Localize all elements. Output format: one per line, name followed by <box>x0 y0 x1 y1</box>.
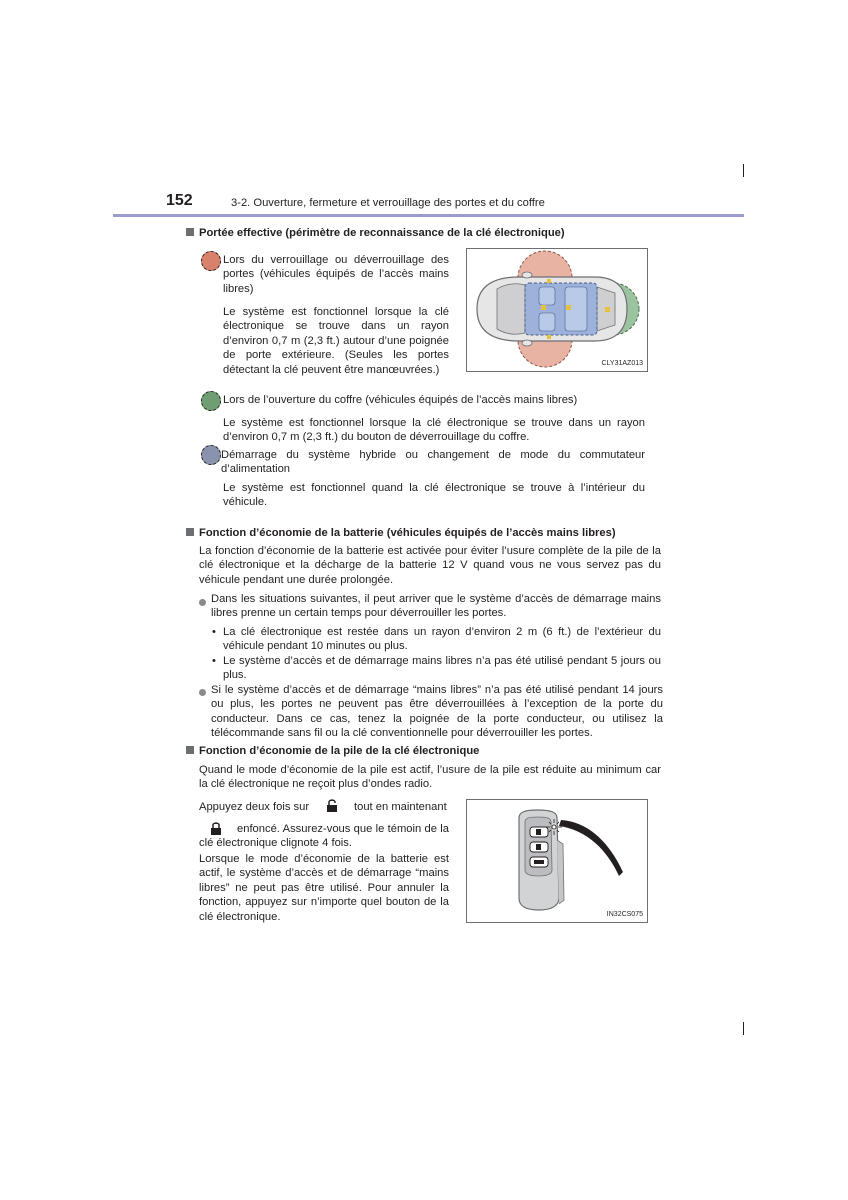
sub-bullet-marker: • <box>212 626 216 638</box>
smart-key-illustration <box>467 800 647 922</box>
bullet-dot-icon <box>199 686 210 700</box>
item-doors-title: Lors du verrouillage ou déverrouillage des portes (véhicules équipés de l’accès mains libres) <box>223 254 449 295</box>
section-heading-battery-saving: Fonction d’économie de la batterie (véhicules équipés de l’accès mains libres) <box>186 526 746 540</box>
bullet-dot-icon <box>199 596 210 610</box>
lock-button-icon <box>326 798 338 813</box>
item-trunk-title: Lors de l’ouverture du coffre (véhicules équipés de l’accès mains libres) <box>223 394 578 406</box>
section-heading-effective-range: Portée effective (périmètre de reconnaissance de la clé électronique) <box>186 226 746 240</box>
crop-mark-top <box>743 164 744 177</box>
item-interior-title: Démarrage du système hybride ou changement de mode du commutateur d’alimentation <box>221 449 645 476</box>
car-range-illustration <box>467 249 647 371</box>
key-saving-intro: Quand le mode d’économie de la pile est actif, l’usure de la pile est réduite au minimum car la clé électronique ne reçoit plus d’ondes radio. <box>199 764 661 791</box>
battery-sub-1: La clé électronique est restée dans un rayon d’environ 2 m (6 ft.) de l’extérieur du véhicule pendant 10 minutes ou plus. <box>223 626 661 653</box>
item-interior-body: Le système est fonctionnel quand la clé électronique se trouve à l’intérieur du véhicule. <box>223 482 645 509</box>
battery-sub-2: Le système d’accès et de démarrage mains libres n’a pas été utilisé pendant 5 jours ou plus. <box>223 655 661 682</box>
figure-code: CLY31AZ013 <box>601 360 643 367</box>
press-instruction-a: Appuyez deux fois sur <box>199 801 310 813</box>
battery-bullet-2: Si le système d’accès et de démarrage “mains libres” n’a pas été utilisé pendant 14 jours ou plus, les portes ne peuvent pas être déverrouillées à l’exception de la porte du conducteur. Dans ce cas, tenez la poignée de la porte conducteur, ou utilisez la télécommande sans fil ou la clé conventionnelle pour déverrouiller les portes. <box>211 684 663 740</box>
item-doors-body: Le système est fonctionnel lorsque la clé électronique se trouve dans un rayon d’environ 0,7 m (2,3 ft.) autour d’une poignée de porte extérieure. (Seules les portes détectant la clé peuvent être manœuvrées.) <box>223 306 449 376</box>
trunk-zone-indicator-icon <box>201 391 221 411</box>
battery-bullet-1: Dans les situations suivantes, il peut arriver que le système d’accès de démarrage mains libres prenne un certain temps pour déverrouiller les portes. <box>211 593 661 620</box>
page-number: 152 <box>166 192 193 209</box>
range-diagram-figure <box>466 248 648 372</box>
crop-mark-bottom <box>743 1022 744 1035</box>
square-bullet-icon <box>186 228 194 236</box>
press-instruction-b: tout en maintenant <box>354 801 447 813</box>
square-bullet-icon <box>186 528 194 536</box>
section-heading-key-battery-saving: Fonction d’économie de la pile de la clé électronique <box>186 744 746 758</box>
sub-bullet-marker: • <box>212 655 216 667</box>
chapter-title: 3-2. Ouverture, fermeture et verrouillage des portes et du coffre <box>231 197 545 209</box>
key-saving-body: Lorsque le mode d’économie de la batterie est actif, le système d’accès et de démarrage “mains libres” ne peut pas être utilisé. Pour annuler la fonction, appuyez sur n’importe quel bouton de la clé électronique. <box>199 853 449 923</box>
item-trunk-body: Le système est fonctionnel lorsque la clé électronique se trouve dans un rayon d’environ 0,7 m (2,3 ft.) du bouton de déverrouillage du coffre. <box>223 417 645 444</box>
battery-saving-intro: La fonction d’économie de la batterie est activée pour éviter l’usure complète de la pile de la clé électronique et la décharge de la batterie 12 V quand vous ne vous servez pas du véhicule pendant une durée prolongée. <box>199 545 661 586</box>
header-rule <box>113 214 744 217</box>
figure-code: IN32CS075 <box>606 911 643 918</box>
interior-zone-indicator-icon <box>201 445 221 465</box>
doors-zone-indicator-icon <box>201 251 221 271</box>
press-instruction-c: enfoncé. Assurez-vous que le témoin de la clé électronique clignote 4 fois. <box>199 823 449 850</box>
smart-key-figure <box>466 799 648 923</box>
square-bullet-icon <box>186 746 194 754</box>
